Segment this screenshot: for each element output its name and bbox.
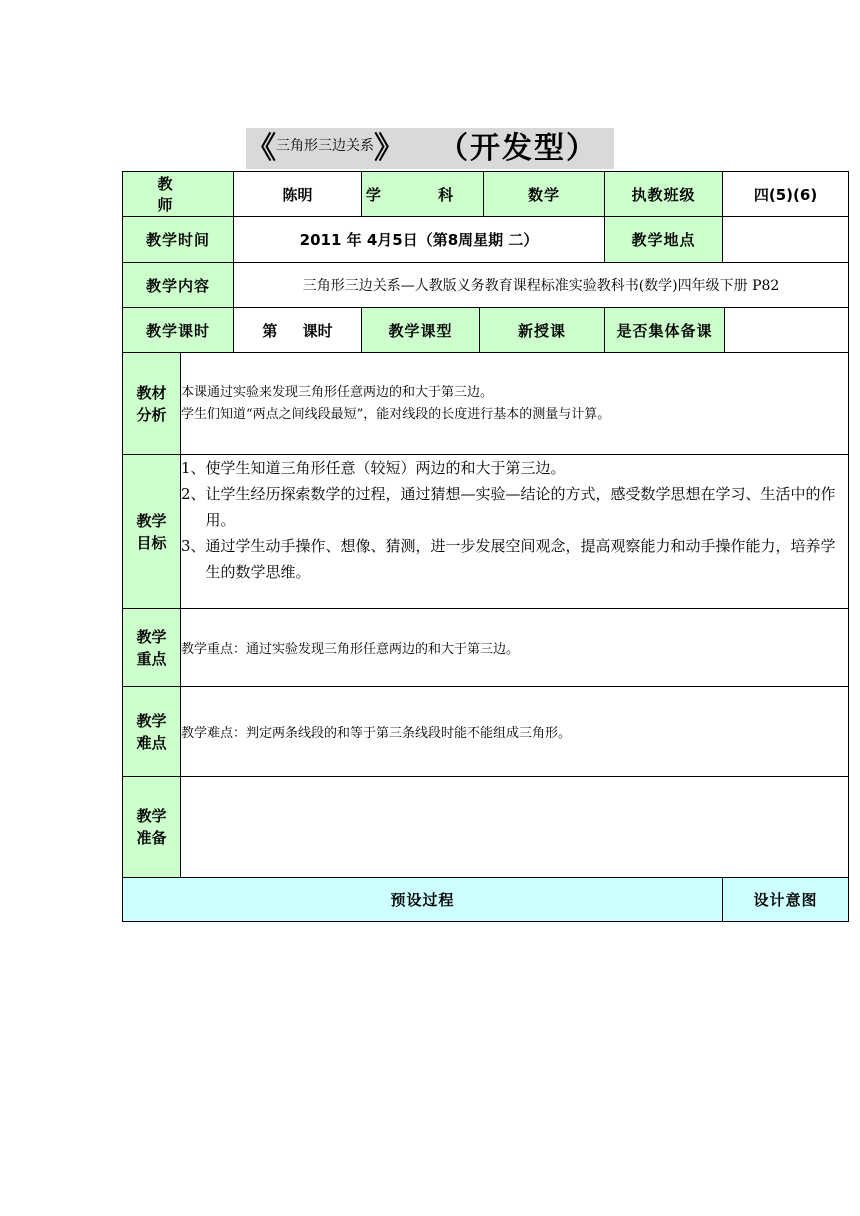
goal-number: 3、 (181, 537, 206, 555)
preparation-label (123, 777, 181, 878)
difficulty-text: 教学难点：判定两条线段的和等于第三条线段时能不能组成三角形。 (181, 687, 849, 777)
analysis-label (123, 353, 181, 455)
difficulty-label-line1: 教学 (136, 711, 167, 730)
class-value: 四(5)(6) (723, 172, 849, 217)
collective-label: 是否集体备课 (605, 308, 725, 353)
lesson-plan-table (122, 171, 849, 922)
document-title (246, 128, 614, 169)
time-label: 教学时间 (123, 217, 234, 263)
title-open-bracket: 《 (246, 131, 276, 166)
row-teacher (123, 172, 849, 217)
key-point-text: 教学重点：通过实验发现三角形任意两边的和大于第三边。 (181, 609, 849, 687)
period-value: 第 课时 (262, 321, 333, 340)
difficulty-label-line2: 难点 (136, 733, 167, 752)
goal-item (181, 455, 848, 481)
row-time (123, 217, 849, 263)
goal-number: 1、 (181, 459, 206, 477)
goal-item (181, 533, 848, 585)
class-label: 执教班级 (605, 172, 723, 217)
process-label: 预设过程 (123, 878, 723, 922)
row-preparation (123, 777, 849, 878)
key-point-label (123, 609, 181, 687)
goal-number: 2、 (181, 485, 206, 503)
collective-value[interactable] (725, 308, 849, 353)
goal-item (181, 481, 848, 533)
title-close-bracket: 》 (374, 131, 404, 166)
teacher-label: 教 师 (157, 175, 199, 214)
goals-label-line1: 教学 (136, 511, 167, 530)
goal-text: 通过学生动手操作、想像、猜测，进一步发展空间观念，提高观察能力和动手操作能力，培养学生的数学思维。 (205, 537, 836, 581)
analysis-content (181, 353, 849, 455)
place-value[interactable] (723, 217, 849, 263)
row-content (123, 263, 849, 308)
subject-value: 数学 (484, 172, 605, 217)
row-goals (123, 455, 849, 609)
subject-label: 学 科 (365, 185, 480, 204)
goals-label-line2: 目标 (136, 533, 167, 552)
content-value: 三角形三边关系—人教版义务教育课程标准实验教科书(数学)四年级下册 P82 (234, 263, 849, 308)
period-value-cell (234, 308, 362, 353)
goals-label (123, 455, 181, 609)
intent-label: 设计意图 (723, 878, 849, 922)
analysis-line2: 学生们知道“两点之间线段最短”，能对线段的长度进行基本的测量与计算。 (181, 406, 611, 422)
content-label: 教学内容 (123, 263, 234, 308)
teacher-value: 陈明 (234, 172, 362, 217)
goal-text: 使学生知道三角形任意（较短）两边的和大于第三边。 (205, 459, 566, 477)
teacher-label-cell (123, 172, 234, 217)
preparation-label-line1: 教学 (136, 807, 167, 825)
preparation-label-line2: 准备 (136, 829, 167, 847)
row-difficulty (123, 687, 849, 777)
analysis-label-line1: 教材 (136, 383, 167, 402)
analysis-label-line2: 分析 (136, 405, 167, 424)
goals-content (181, 455, 849, 609)
key-point-label-line2: 重点 (136, 649, 167, 668)
lesson-type-label: 教学课型 (362, 308, 480, 353)
lesson-type-value: 新授课 (480, 308, 605, 353)
time-value: 2011 年 4月5日（第8周星期 二） (234, 217, 605, 263)
title-topic: 三角形三边关系 (276, 138, 374, 154)
row-analysis (123, 353, 849, 455)
title-lesson-type: （开发型） (438, 131, 598, 166)
row-footer (123, 878, 849, 922)
row-period (123, 308, 849, 353)
row-key-point (123, 609, 849, 687)
place-label: 教学地点 (605, 217, 723, 263)
subject-label-cell (362, 172, 484, 217)
key-point-label-line1: 教学 (136, 627, 167, 646)
analysis-line1: 本课通过实验来发现三角形任意两边的和大于第三边。 (181, 384, 494, 400)
preparation-text[interactable] (181, 777, 849, 878)
difficulty-label (123, 687, 181, 777)
period-label: 教学课时 (123, 308, 234, 353)
goal-text: 让学生经历探索数学的过程，通过猜想—实验—结论的方式，感受数学思想在学习、生活中的作用。 (205, 485, 836, 529)
